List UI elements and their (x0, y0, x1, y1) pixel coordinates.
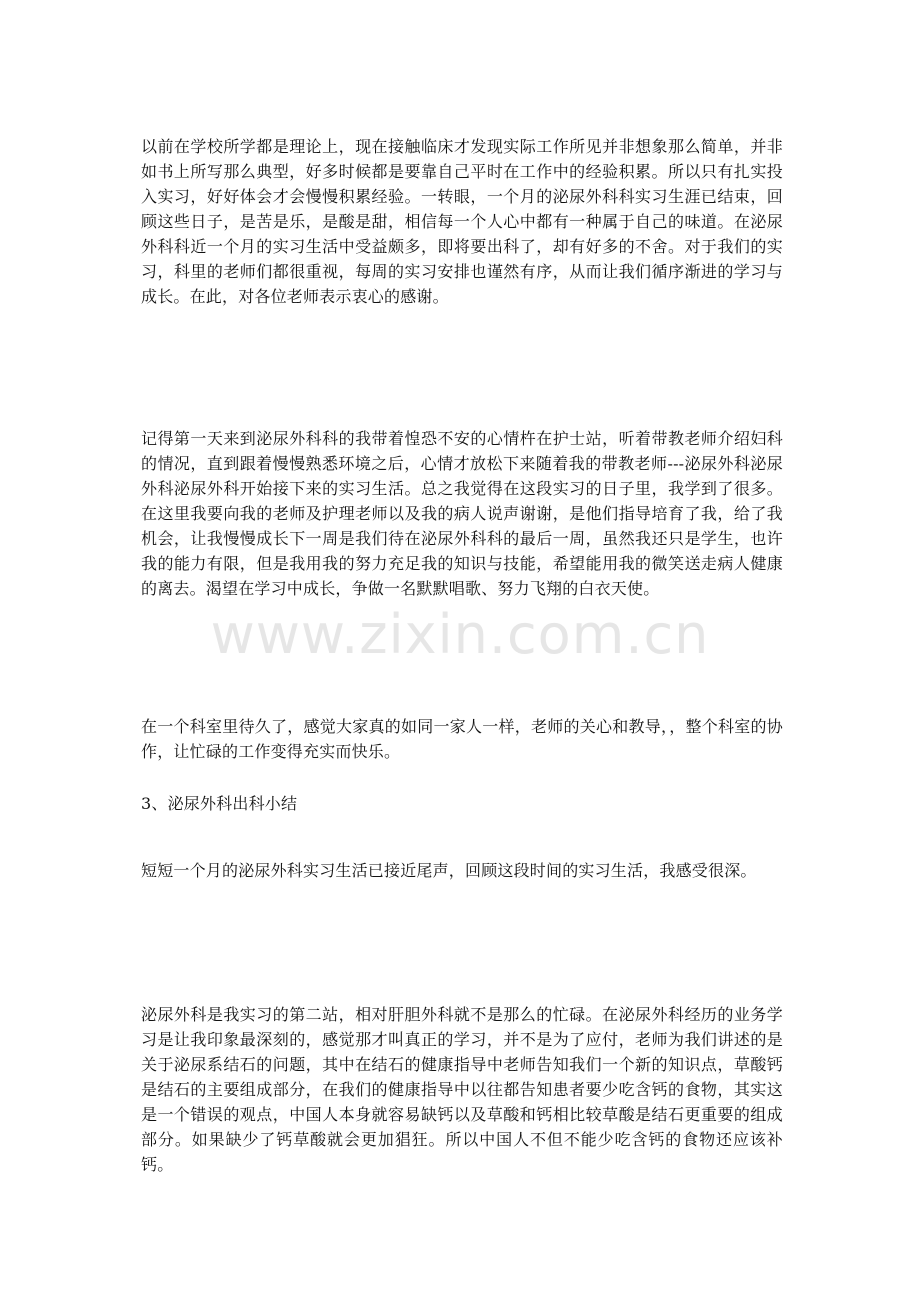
paragraph-department: 在一个科室里待久了，感觉大家真的如同一家人一样，老师的关心和教导，，整个科室的协作，让忙碌的工作变得充实而快乐。 (141, 717, 783, 761)
paragraph-summary: 短短一个月的泌尿外科实习生活已接近尾声，回顾这段时间的实习生活，我感受很深。 (141, 861, 757, 880)
watermark: www.zixin.com.cn (210, 603, 710, 666)
section-heading: 3、泌尿外科出科小结 (141, 794, 298, 813)
paragraph-urology-study: 泌尿外科是我实习的第二站，相对肝胆外科就不是那么的忙碌。在泌尿外科经历的业务学习是让我印象最深刻的，感觉那才叫真正的学习，并不是为了应付，老师为我们讲述的是关于泌尿系结石的问题，其中在结石的健康指导中老师告知我们一个新的知识点，草酸钙是结石的主要组成部分，在我们的健康指导中以往都告知患者要少吃含钙的食物，其实这是一个错误的观点，中国人本身就容易缺钙以及草酸和钙相比较草酸是结石更重要的组成部分。如果缺少了钙草酸就会更加猖狂。所以中国人不但不能少吃含钙的食物还应该补钙。 (141, 1005, 783, 1174)
paragraph-first-day: 记得第一天来到泌尿外科科的我带着惶恐不安的心情杵在护士站，听着带教老师介绍妇科的情况，直到跟着慢慢熟悉环境之后，心情才放松下来随着我的带教老师---泌尿外科泌尿外科泌尿外科开始接下来的实习生活。总之我觉得在这段实习的日子里，我学到了很多。在这里我要向我的老师及护理老师以及我的病人说声谢谢，是他们指导培育了我，给了我机会，让我慢慢成长下一周是我们待在泌尿外科科的最后一周，虽然我还只是学生，也许我的能力有限，但是我用我的努力充足我的知识与技能，希望能用我的微笑送走病人健康的离去。渴望在学习中成长，争做一名默默唱歌、努力飞翔的白衣天使。 (141, 429, 783, 598)
paragraph-intro: 以前在学校所学都是理论上，现在接触临床才发现实际工作所见并非想象那么简单，并非如书上所写那么典型，好多时候都是要靠自己平时在工作中的经验积累。所以只有扎实投入实习，好好体会才会慢慢积累经验。一转眼，一个月的泌尿外科科实习生涯已结束，回顾这些日子，是苦是乐，是酸是甜，相信每一个人心中都有一种属于自己的味道。在泌尿外科科近一个月的实习生活中受益颇多，即将要出科了，却有好多的不舍。对于我们的实习，科里的老师们都很重视，每周的实习安排也谨然有序，从而让我们循序渐进的学习与成长。在此，对各位老师表示衷心的感谢。 (141, 137, 783, 306)
